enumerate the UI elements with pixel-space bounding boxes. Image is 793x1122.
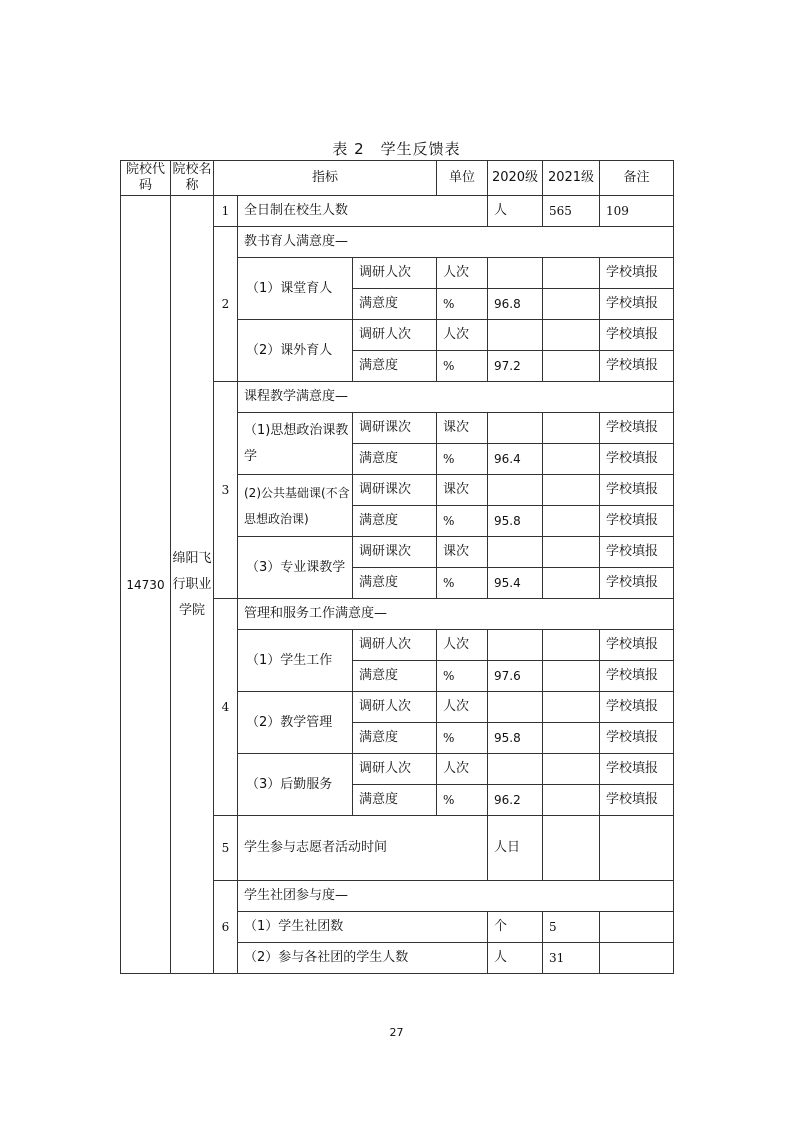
unit-cell: % — [437, 723, 488, 754]
row-number: 1 — [214, 196, 238, 227]
header-2020: 2020级 — [488, 161, 543, 196]
measure-cell: 调研课次 — [353, 475, 437, 506]
value-2021 — [600, 912, 674, 943]
sub-indicator: （1）学生社团数 — [238, 912, 488, 943]
unit-cell: 个 — [488, 912, 543, 943]
sub-indicator: （2）教学管理 — [238, 692, 353, 754]
measure-cell: 满意度 — [353, 661, 437, 692]
note-cell: 学校填报 — [600, 568, 674, 599]
sub-indicator: （1）课堂育人 — [238, 258, 353, 320]
note-cell: 学校填报 — [600, 320, 674, 351]
sub-indicator: （2）课外育人 — [238, 320, 353, 382]
unit-cell: 人次 — [437, 320, 488, 351]
measure-cell: 满意度 — [353, 289, 437, 320]
row-number: 2 — [214, 227, 238, 382]
measure-cell: 满意度 — [353, 506, 437, 537]
value-2020 — [488, 475, 543, 506]
sub-indicator: （2）参与各社团的学生人数 — [238, 943, 488, 974]
unit-cell: % — [437, 289, 488, 320]
sub-indicator: （3）专业课教学 — [238, 537, 353, 599]
value-2020: 95.4 — [488, 568, 543, 599]
unit-cell: % — [437, 568, 488, 599]
value-2020: 96.2 — [488, 785, 543, 816]
value-2021 — [543, 661, 600, 692]
measure-cell: 调研课次 — [353, 413, 437, 444]
measure-cell: 满意度 — [353, 568, 437, 599]
note-cell: 学校填报 — [600, 537, 674, 568]
unit-cell: 人次 — [437, 258, 488, 289]
indicator-label: 全日制在校生人数 — [238, 196, 488, 227]
value-2020 — [488, 258, 543, 289]
unit-cell: % — [437, 785, 488, 816]
note-cell: 学校填报 — [600, 351, 674, 382]
value-2021 — [543, 320, 600, 351]
unit-cell: % — [437, 444, 488, 475]
value-2020 — [488, 754, 543, 785]
value-2020: 96.4 — [488, 444, 543, 475]
unit-cell: 人次 — [437, 630, 488, 661]
header-row — [121, 161, 674, 196]
value-2021 — [543, 506, 600, 537]
sub-indicator: （1）学生工作 — [238, 630, 353, 692]
value-2021 — [600, 816, 674, 881]
measure-cell: 调研人次 — [353, 754, 437, 785]
value-2020: 95.8 — [488, 723, 543, 754]
group-label: 学生社团参与度— — [238, 881, 674, 912]
note-cell: 学校填报 — [600, 723, 674, 754]
unit-cell: % — [437, 506, 488, 537]
value-2020 — [488, 413, 543, 444]
measure-cell: 满意度 — [353, 351, 437, 382]
note-cell: 学校填报 — [600, 289, 674, 320]
header-code: 院校代码 — [121, 161, 171, 196]
value-2020 — [543, 816, 600, 881]
value-2020 — [488, 692, 543, 723]
page-number: 27 — [389, 1026, 404, 1039]
unit-cell: 课次 — [437, 413, 488, 444]
note-cell: 学校填报 — [600, 630, 674, 661]
value-2021 — [543, 785, 600, 816]
value-2020: 97.2 — [488, 351, 543, 382]
row-number: 4 — [214, 599, 238, 816]
unit-cell: % — [437, 661, 488, 692]
header-unit: 单位 — [437, 161, 488, 196]
value-2021 — [543, 289, 600, 320]
note-cell: 学校填报 — [600, 785, 674, 816]
value-2021 — [543, 413, 600, 444]
note-cell: 学校填报 — [600, 413, 674, 444]
group-label: 教书育人满意度— — [238, 227, 674, 258]
measure-cell: 调研人次 — [353, 320, 437, 351]
note-cell: 学校填报 — [600, 475, 674, 506]
unit-cell: 课次 — [437, 475, 488, 506]
indicator-label: 学生参与志愿者活动时间 — [238, 816, 488, 881]
value-2020: 97.6 — [488, 661, 543, 692]
value-2021 — [543, 537, 600, 568]
school-name: 绵阳飞行职业学院 — [171, 196, 214, 974]
measure-cell: 满意度 — [353, 785, 437, 816]
header-indicator: 指标 — [214, 161, 437, 196]
note-cell: 学校填报 — [600, 444, 674, 475]
measure-cell: 满意度 — [353, 444, 437, 475]
value-2021 — [543, 723, 600, 754]
note-cell: 学校填报 — [600, 506, 674, 537]
header-name: 院校名称 — [171, 161, 214, 196]
value-2021: 109 — [600, 196, 674, 227]
measure-cell: 调研课次 — [353, 537, 437, 568]
student-feedback-table — [120, 160, 674, 974]
sub-indicator: (2)公共基础课(不含思想政治课) — [238, 475, 353, 537]
value-2021 — [543, 351, 600, 382]
sub-indicator: （1)思想政治课教学 — [238, 413, 353, 475]
measure-cell: 满意度 — [353, 723, 437, 754]
note-cell: 学校填报 — [600, 258, 674, 289]
unit-cell: 人次 — [437, 754, 488, 785]
sub-indicator: （3）后勤服务 — [238, 754, 353, 816]
header-note: 备注 — [600, 161, 674, 196]
group-label: 课程教学满意度— — [238, 382, 674, 413]
value-2020: 5 — [543, 912, 600, 943]
unit-cell: 人次 — [437, 692, 488, 723]
value-2020: 565 — [543, 196, 600, 227]
value-2020 — [488, 537, 543, 568]
row-number: 5 — [214, 816, 238, 881]
note-cell: 学校填报 — [600, 661, 674, 692]
value-2021 — [543, 568, 600, 599]
value-2021 — [543, 475, 600, 506]
row-number: 3 — [214, 382, 238, 599]
value-2020 — [488, 320, 543, 351]
group-label: 管理和服务工作满意度— — [238, 599, 674, 630]
value-2021 — [543, 630, 600, 661]
school-code: 14730 — [121, 196, 171, 974]
table-title: 表 2 学生反馈表 — [332, 140, 461, 158]
unit-cell: 人 — [488, 943, 543, 974]
note-cell: 学校填报 — [600, 692, 674, 723]
measure-cell: 调研人次 — [353, 630, 437, 661]
value-2020: 95.8 — [488, 506, 543, 537]
measure-cell: 调研人次 — [353, 258, 437, 289]
unit-cell: % — [437, 351, 488, 382]
unit-cell: 课次 — [437, 537, 488, 568]
row-number: 6 — [214, 881, 238, 974]
value-2021 — [543, 754, 600, 785]
measure-cell: 调研人次 — [353, 692, 437, 723]
value-2021 — [543, 692, 600, 723]
table-row — [121, 196, 674, 227]
unit-cell: 人日 — [488, 816, 543, 881]
value-2020: 96.8 — [488, 289, 543, 320]
value-2020 — [488, 630, 543, 661]
header-2021: 2021级 — [543, 161, 600, 196]
unit-cell: 人 — [488, 196, 543, 227]
note-cell: 学校填报 — [600, 754, 674, 785]
value-2021 — [543, 258, 600, 289]
value-2020: 31 — [543, 943, 600, 974]
value-2021 — [600, 943, 674, 974]
value-2021 — [543, 444, 600, 475]
